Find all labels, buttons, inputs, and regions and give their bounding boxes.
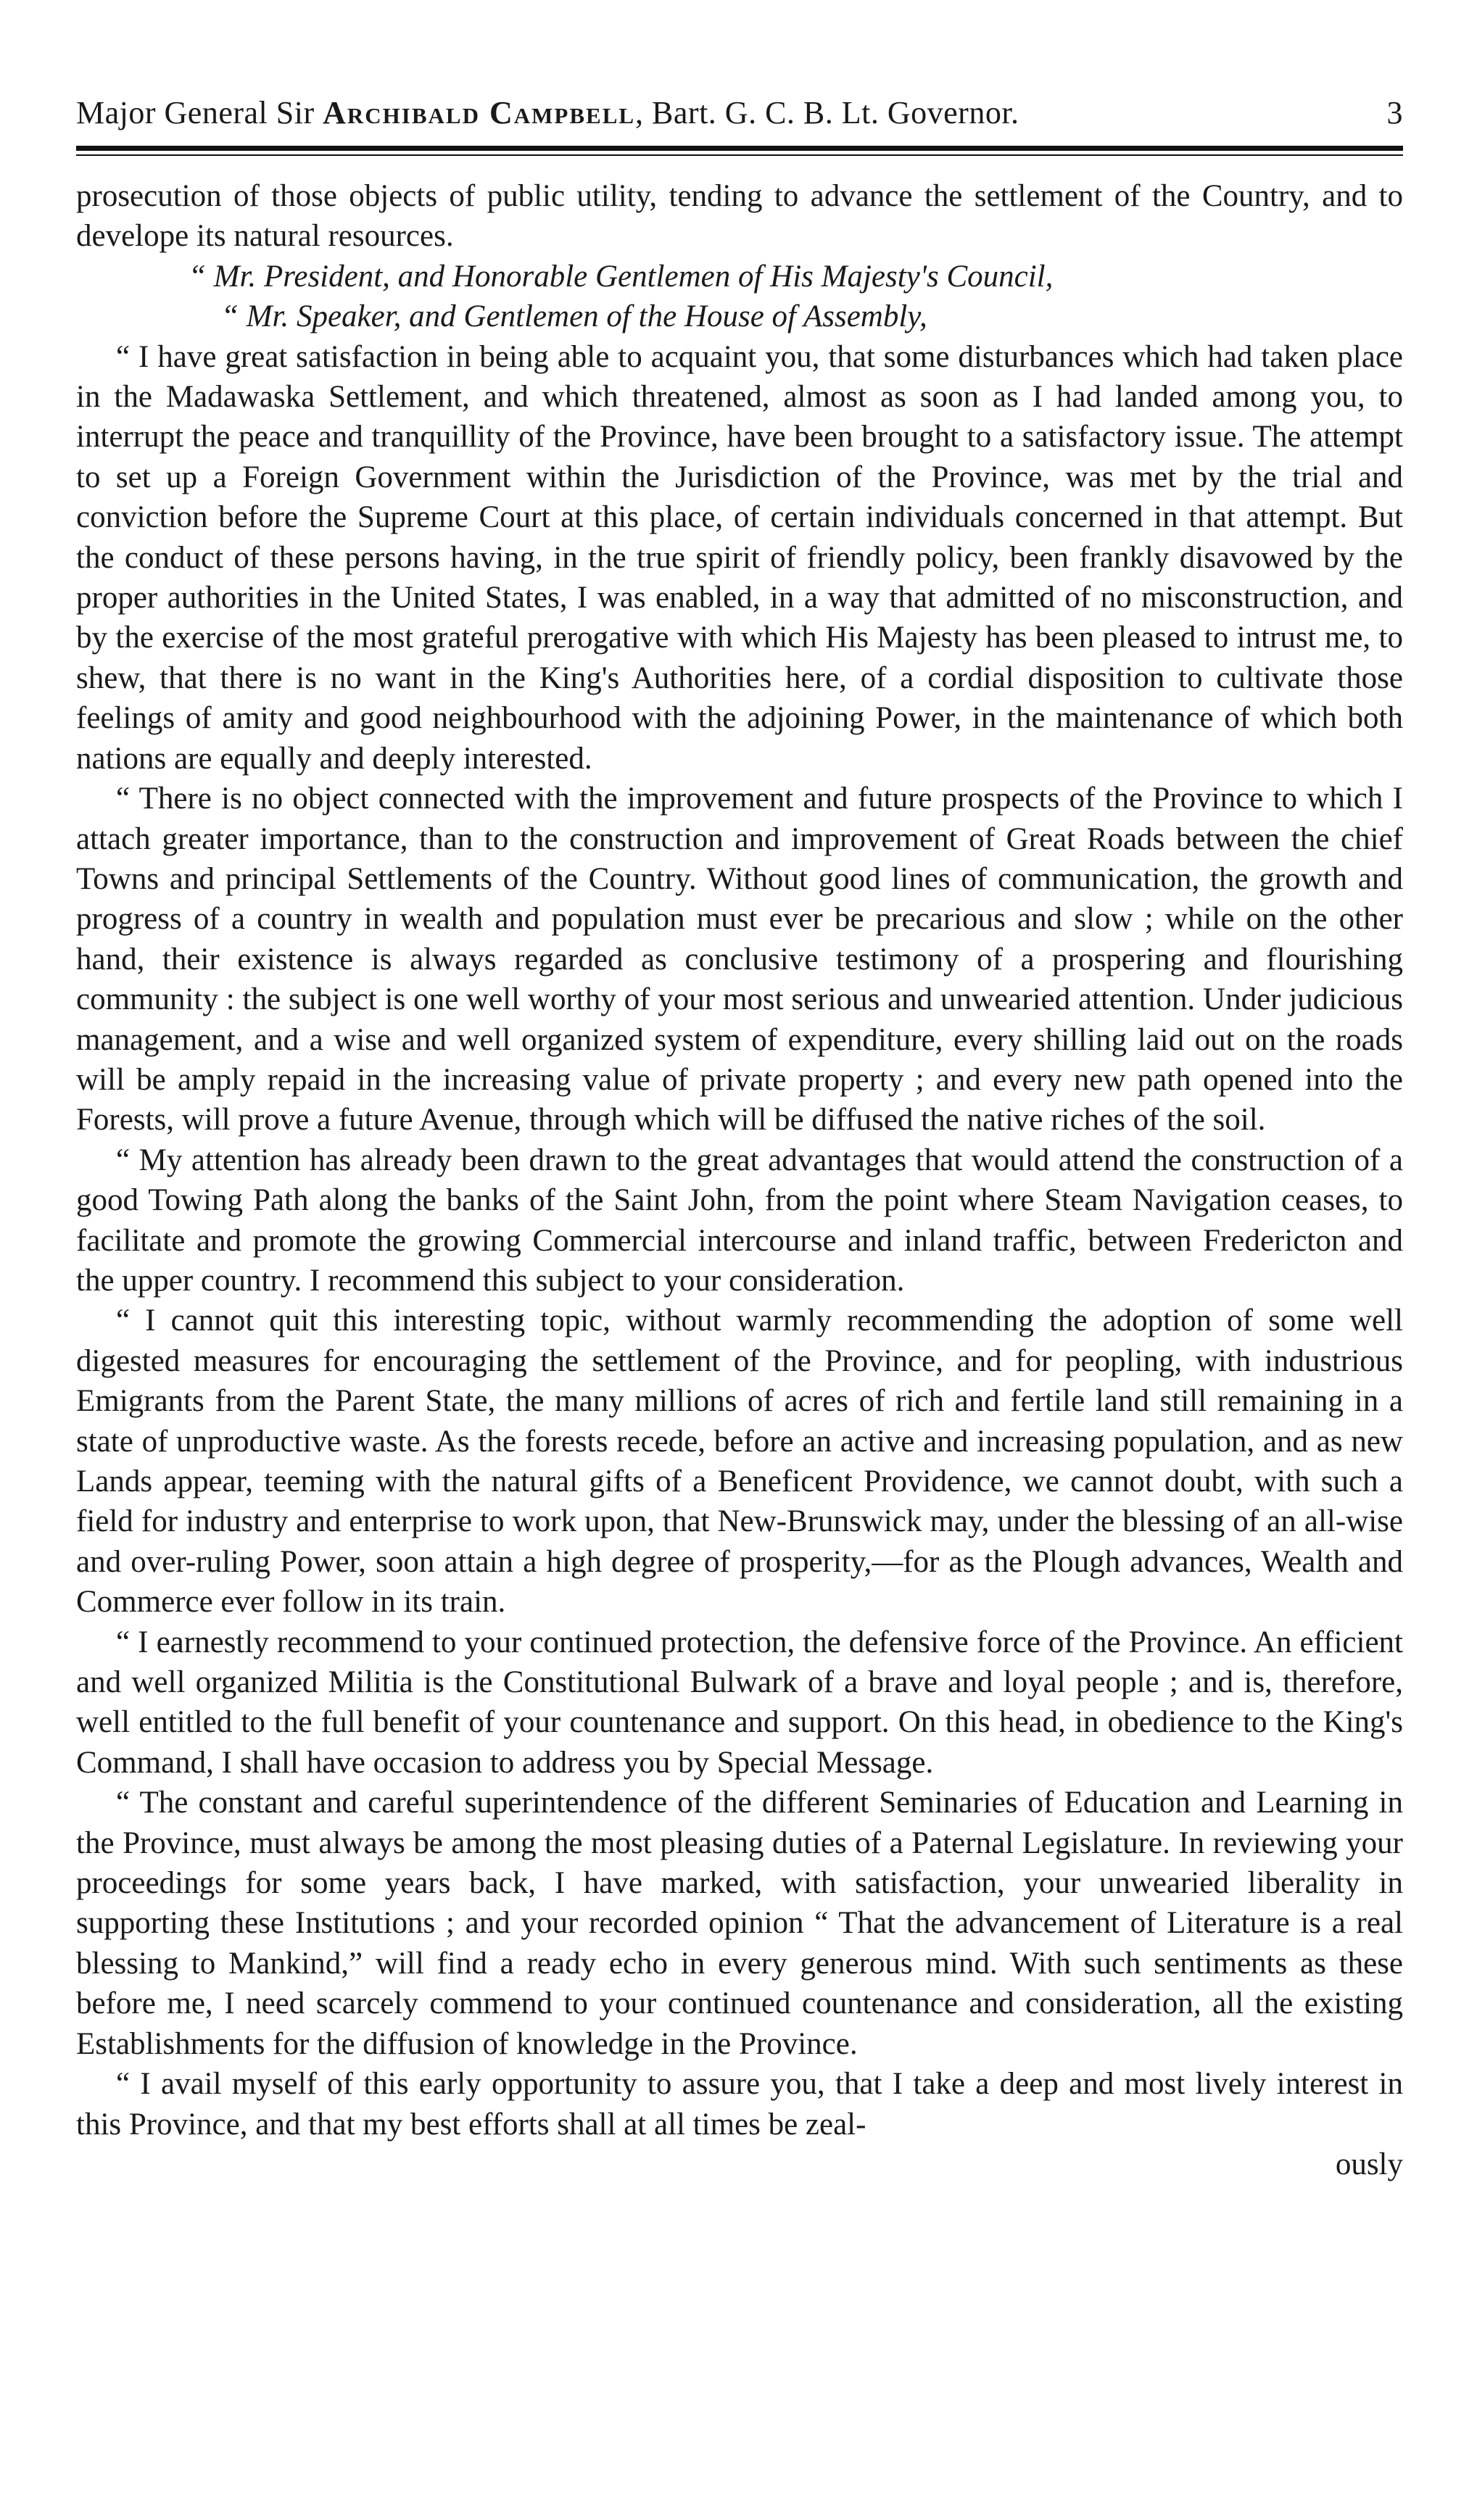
document-page <box>76 94 1403 2184</box>
catchword: ously <box>1335 2147 1403 2181</box>
address-assembly: “ Mr. Speaker, and Gentlemen of the House of Assembly, <box>221 299 927 334</box>
header-title <box>76 94 1019 131</box>
paragraph-roads: “ There is no object connected with the improvement and future prospects of the Province to which I attach greater importance, than to the construction and improvement of Great Roads between the chief Towns and principal Settlements of the Country. Without good lines of communication, the growth and progress of a country in wealth and population must ever be precarious and slow ; while on the other hand, their existence is always regarded as conclusive testimony of a prospering and flourishing community : the subject is one well worthy of your most serious and unwearied attention. Under judicious management, and a wise and well organized system of expenditure, every shilling laid out on the roads will be amply repaid in the increasing value of private property ; and every new path opened into the Forests, will prove a future Avenue, through which will be diffused the native riches of the soil. <box>76 782 1403 1137</box>
paragraph-towing-path: “ My attention has already been drawn to the great advantages that would attend the construction of a good Towing Path along the banks of the Saint John, from the point where Steam Navigation ceases, to facilitate and promote the growing Commercial intercourse and inland traffic, between Fredericton and the upper country. I recommend this subject to your consideration. <box>76 1143 1403 1298</box>
header-rule-thin <box>76 154 1403 156</box>
header-title-suffix: , Bart. G. C. B. Lt. Governor. <box>635 95 1019 130</box>
header-title-name: Archibald Campbell <box>323 95 636 130</box>
opening-paragraph: prosecution of those objects of public utility, tending to advance the settlement of the Country, and to develope its natural resources. <box>76 179 1403 254</box>
header-title-prefix: Major General Sir <box>76 95 323 130</box>
paragraph-closing: “ I avail myself of this early opportunity to assure you, that I take a deep and most lively interest in this Province, and that my best efforts shall at all times be zeal- <box>76 2067 1403 2142</box>
paragraph-militia: “ I earnestly recommend to your continued protection, the defensive force of the Province. An efficient and well organized Militia is the Constitutional Bulwark of a brave and loyal people ; and is, therefore, well entitled to the full benefit of your countenance and support. On this head, in obedience to the King's Command, I shall have occasion to address you by Special Message. <box>76 1625 1403 1780</box>
page-number: 3 <box>1386 95 1403 130</box>
header-rule-thick <box>76 146 1403 151</box>
page-body <box>76 176 1403 2144</box>
paragraph-settlement: “ I cannot quit this interesting topic, without warmly recommending the adoption of some well digested measures for encouraging the settlement of the Province, and for peopling, with industrious Emigrants from the Parent State, the many millions of acres of rich and fertile land still remaining in a state of unproductive waste. As the forests recede, before an active and increasing population, and as new Lands appear, teeming with the natural gifts of a Beneficent Providence, we cannot doubt, with such a field for industry and enterprise to work upon, that New-Brunswick may, under the blessing of an all-wise and over-ruling Power, soon attain a high degree of prosperity,—for as the Plough advances, Wealth and Commerce ever follow in its train. <box>76 1303 1403 1620</box>
address-council: “ Mr. President, and Honorable Gentlemen of His Majesty's Council, <box>189 259 1054 294</box>
running-header <box>76 94 1403 131</box>
paragraph-madawaska: “ I have great satisfaction in being able to acquaint you, that some disturbances which had taken place in the Madawaska Settlement, and which threatened, almost as soon as I had landed among you, to interrupt the peace and tranquillity of the Province, have been brought to a satisfactory issue. The attempt to set up a Foreign Government within the Jurisdiction of the Province, was met by the trial and conviction before the Supreme Court at this place, of certain individuals concerned in that attempt. But the conduct of these persons having, in the true spirit of friendly policy, been frankly disavowed by the proper authorities in the United States, I was enabled, in a way that admitted of no misconstruction, and by the exercise of the most grateful prerogative with which His Majesty has been pleased to intrust me, to shew, that there is no want in the King's Authorities here, of a cordial disposition to cultivate those feelings of amity and good neighbourhood with the adjoining Power, in the maintenance of which both nations are equally and deeply interested. <box>76 339 1403 776</box>
paragraph-education: “ The constant and careful superintendence of the different Seminaries of Education and Learning in the Province, must always be among the most pleasing duties of a Paternal Legislature. In reviewing your proceedings for some years back, I have marked, with satisfaction, your unwearied liberality in supporting these Institutions ; and your recorded opinion “ That the advancement of Literature is a real blessing to Mankind,” will find a ready echo in every generous mind. With such sentiments as these before me, I need scarcely commend to your continued countenance and consideration, all the existing Establishments for the diffusion of knowledge in the Province. <box>76 1786 1403 2061</box>
